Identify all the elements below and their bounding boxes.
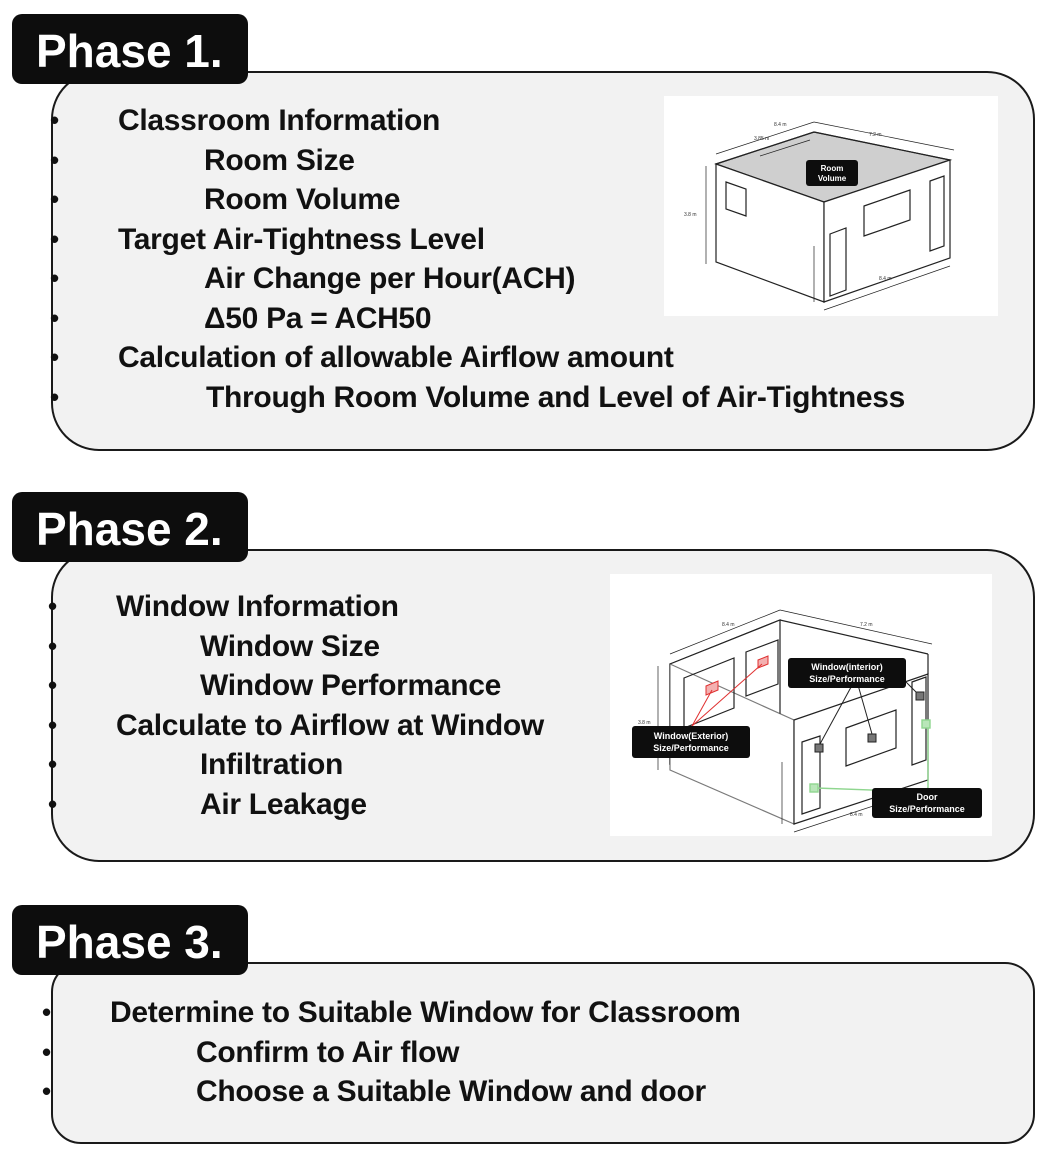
phase-3-item: • Determine to Suitable Window for Classroom bbox=[76, 993, 741, 1033]
window-exterior-label: Window(Exterior) bbox=[653, 731, 729, 741]
phase-3-title: Phase 3. bbox=[12, 905, 248, 975]
phase-3-subitem: • Choose a Suitable Window and door bbox=[76, 1072, 741, 1112]
svg-text:8.4 m: 8.4 m bbox=[722, 622, 735, 628]
phase-3-list bbox=[76, 993, 741, 1112]
phase-1-title: Phase 1. bbox=[12, 14, 248, 84]
phase-2-title: Phase 2. bbox=[12, 492, 248, 562]
svg-text:3.8 m: 3.8 m bbox=[638, 720, 651, 726]
phase-2-subitem: • Infiltration bbox=[82, 745, 544, 785]
phase-2-subitem: • Air Leakage bbox=[82, 785, 544, 825]
window-exterior-label: Size/Performance bbox=[653, 743, 729, 753]
phase-2-item: • Calculate to Airflow at Window bbox=[82, 706, 544, 746]
phase-1-subitem: • Air Change per Hour(ACH) bbox=[84, 259, 905, 299]
svg-text:3.85 m: 3.85 m bbox=[754, 136, 770, 142]
svg-text:3.8 m: 3.8 m bbox=[684, 212, 697, 218]
phase-2-subitem: • Window Performance bbox=[82, 666, 544, 706]
door-label: Size/Performance bbox=[889, 804, 965, 814]
phase-1-subitem: • Δ50 Pa = ACH50 bbox=[84, 299, 905, 339]
svg-text:8.4 m: 8.4 m bbox=[774, 122, 787, 128]
phase-1-subitem: • Room Size bbox=[84, 141, 905, 181]
phase-1-subitem: • Room Volume bbox=[84, 180, 905, 220]
phase-1-item: • Calculation of allowable Airflow amount bbox=[84, 338, 905, 378]
window-interior-label: Window(interior) bbox=[811, 662, 883, 672]
room-volume-label: Room bbox=[820, 164, 844, 173]
phase-1-item: • Target Air-Tightness Level bbox=[84, 220, 905, 260]
svg-text:8.4 m: 8.4 m bbox=[850, 812, 863, 818]
window-door-diagram bbox=[610, 574, 992, 836]
phase-2-item: • Window Information bbox=[82, 587, 544, 627]
svg-text:7.2 m: 7.2 m bbox=[860, 622, 873, 628]
svg-text:8.4 m: 8.4 m bbox=[879, 276, 892, 282]
door-label: Door bbox=[916, 792, 938, 802]
svg-text:7.2 m: 7.2 m bbox=[869, 132, 882, 138]
phase-2-list bbox=[82, 587, 544, 824]
room-volume-diagram bbox=[664, 96, 998, 316]
phase-1-item: • Classroom Information bbox=[84, 101, 905, 141]
phase-1-subitem: • Through Room Volume and Level of Air-Tightness bbox=[84, 378, 905, 418]
room-volume-label: Volume bbox=[817, 174, 847, 183]
phase-2-subitem: • Window Size bbox=[82, 627, 544, 667]
phase-3-subitem: • Confirm to Air flow bbox=[76, 1033, 741, 1073]
window-interior-label: Size/Performance bbox=[809, 674, 885, 684]
